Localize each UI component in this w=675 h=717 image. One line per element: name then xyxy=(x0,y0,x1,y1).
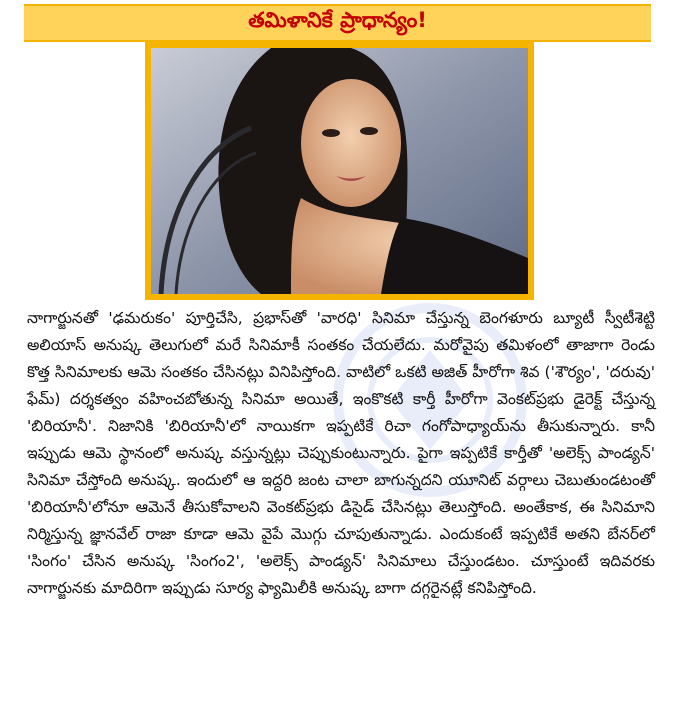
article-body xyxy=(27,305,655,602)
headline-bar xyxy=(24,4,651,42)
headline: తమిళానికే ప్రాధాన్యం! xyxy=(248,8,427,32)
article-paragraph: నాగార్జునతో 'ఢమరుకం' పూర్తిచేసి, ప్రభాస్‌తో 'వారధి' సినిమా చేస్తున్న బెంగళూరు బ్యూటీ స్వీటీశెట్టి అలియాస్ అనుష్క తెలుగులో మరే సినిమాకీ సంతకం చేయలేదు. మరోవైపు తమిళంలో తాజాగా రెండు కొత్త సినిమాలకు ఆమె సంతకం చేసినట్లు వినిపిస్తోంది. వాటిలో ఒకటి అజిత్ హీరోగా శివ ('శౌర్యం', 'దరువు' ఫేమ్) దర్శకత్వం వహించబోతున్న సినిమా అయితే, ఇంకొకటి కార్తీ హీరోగా వెంకట్‌ప్రభు డైరెక్ట్ చేస్తున్న 'బిరియానీ'. నిజానికి 'బిరియానీ'లో నాయికగా ఇప్పటికే రిచా గంగోపాధ్యాయ్‌ను తీసుకున్నారు. కానీ ఇప్పుడు ఆమె స్థానంలో అనుష్క వస్తున్నట్లు చెప్పుకుంటున్నారు. పైగా ఇప్పటికే కార్తీతో 'అలెక్స్ పాండ్యన్' సినిమా చేస్తోంది అనుష్క. ఇందులో ఆ ఇద్దరి జంట చాలా బాగున్నదని యూనిట్ వర్గాలు చెబుతుండటంతో 'బిరియానీ'లోనూ ఆమెనే తీసుకోవాలని వెంకట్‌ప్రభు డిసైడ్ చేసినట్లు తెలుస్తోంది. అంతేకాక, ఈ సినిమాని నిర్మిస్తున్న జ్ఞానవేల్ రాజా కూడా ఆమె వైపే మొగ్గు చూపుతున్నాడు. ఎందుకంటే ఇప్పటికే అతని బేనర్‌లో 'సింగం' చేసిన అనుష్క 'సింగం2', 'అలెక్స్ పాండ్యన్' సినిమాలు చేస్తుండటం. చూస్తుంటే ఇదివరకు నాగార్జునకు మాదిరిగా ఇప్పుడు సూర్య ఫ్యామిలీకి అనుష్క బాగా దగ్గరైనట్లే కనిపిస్తోంది. xyxy=(27,309,655,597)
portrait-illustration xyxy=(151,48,528,294)
article-photo xyxy=(145,42,534,300)
